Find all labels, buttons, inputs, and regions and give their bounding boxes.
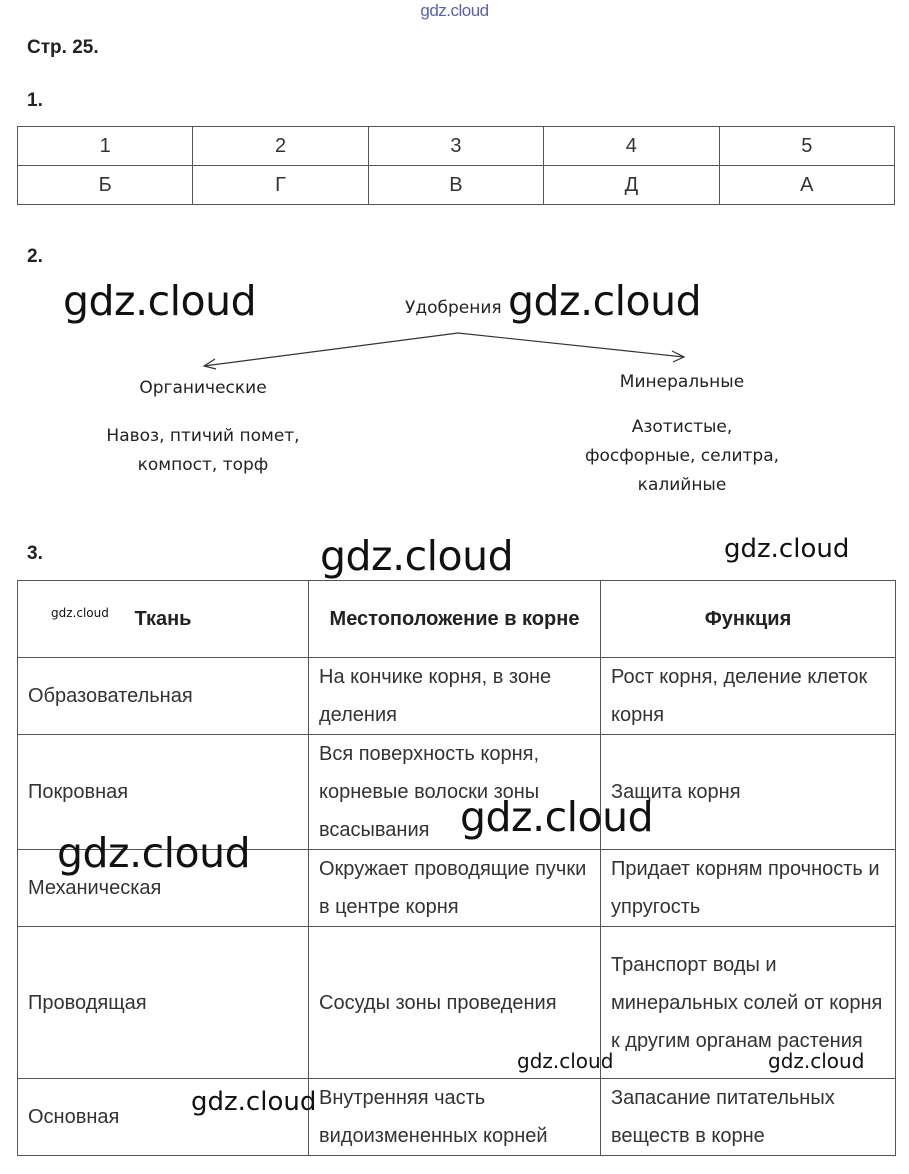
table-row: [18, 1079, 896, 1156]
tissue-name-cell: Механическая: [18, 850, 309, 927]
table-row: [18, 927, 896, 1079]
task1-header-cell: 3: [368, 127, 543, 166]
task1-header-cell: 4: [544, 127, 719, 166]
task1-answer-cell: Д: [544, 166, 719, 205]
tissue-function-cell: Транспорт воды и минеральных солей от корня к другим органам растения: [601, 927, 896, 1079]
organic-examples-line: компост, торф: [137, 455, 269, 475]
watermark: gdz.cloud: [63, 277, 257, 325]
watermark: gdz.cloud: [768, 1049, 865, 1073]
header-function: Функция: [601, 581, 896, 658]
tissue-function-cell: Запасание питательных веществ в корне: [601, 1079, 896, 1156]
tissue-location-cell: Внутренняя часть видоизмененных корней: [309, 1079, 601, 1156]
task1-header-cell: 5: [719, 127, 894, 166]
task1-answer-cell: А: [719, 166, 894, 205]
arrow-to-mineral: [458, 333, 684, 357]
task1-answer-cell: Г: [193, 166, 368, 205]
mineral-examples-line: Азотистые,: [631, 417, 733, 437]
organic-examples: [90, 422, 316, 480]
watermark: gdz.cloud: [517, 1049, 614, 1073]
watermark: gdz.cloud: [460, 793, 654, 841]
watermark: gdz.cloud: [57, 829, 251, 877]
watermark: gdz.cloud: [51, 606, 109, 620]
tissue-function-cell: Придает корням прочность и упругость: [601, 850, 896, 927]
organic-examples-line: Навоз, птичий помет,: [106, 426, 300, 446]
page-heading: Стр. 25.: [27, 37, 99, 58]
arrow-to-organic: [204, 333, 458, 366]
tissue-function-cell: Рост корня, деление клеток корня: [601, 658, 896, 735]
arrowhead-organic: [204, 359, 216, 369]
tissue-location-cell: На кончике корня, в зоне деления: [309, 658, 601, 735]
task1-number: 1.: [27, 90, 43, 111]
watermark-top: gdz.cloud: [420, 1, 489, 20]
task1-answer-cell: Б: [18, 166, 193, 205]
tissues-header-row: [18, 581, 896, 658]
task1-header-cell: 2: [193, 127, 368, 166]
tissue-location-cell: Сосуды зоны проведения: [309, 927, 601, 1079]
tissue-name-cell: Покровная: [18, 735, 309, 850]
diagram-root-label: Удобрения: [405, 298, 502, 318]
header-location: Местоположение в корне: [309, 581, 601, 658]
watermark: gdz.cloud: [508, 277, 702, 325]
tissue-location-cell: Окружает проводящие пучки в центре корня: [309, 850, 601, 927]
tissue-name-cell: Основная: [18, 1079, 309, 1156]
tissue-function-cell: Защита корня: [601, 735, 896, 850]
mineral-examples-line: калийные: [637, 475, 727, 495]
table-row: [18, 658, 896, 735]
header-tissue: Ткань: [18, 581, 309, 658]
task3-number: 3.: [27, 543, 43, 564]
organic-title: Органические: [139, 378, 267, 398]
tissue-name-cell: Проводящая: [18, 927, 309, 1079]
watermark: gdz.cloud: [191, 1087, 317, 1117]
task2-number: 2.: [27, 246, 43, 267]
mineral-examples-line: фосфорные, селитра,: [584, 446, 780, 466]
tissue-name-cell: Образовательная: [18, 658, 309, 735]
mineral-examples: [566, 413, 798, 500]
watermark: gdz.cloud: [320, 532, 514, 580]
tissue-location-cell: Вся поверхность корня, корневые волоски зоны всасывания: [309, 735, 601, 850]
task1-header-cell: 1: [18, 127, 193, 166]
task1-answer-cell: В: [368, 166, 543, 205]
mineral-title: Минеральные: [619, 372, 745, 392]
watermark: gdz.cloud: [724, 534, 850, 564]
